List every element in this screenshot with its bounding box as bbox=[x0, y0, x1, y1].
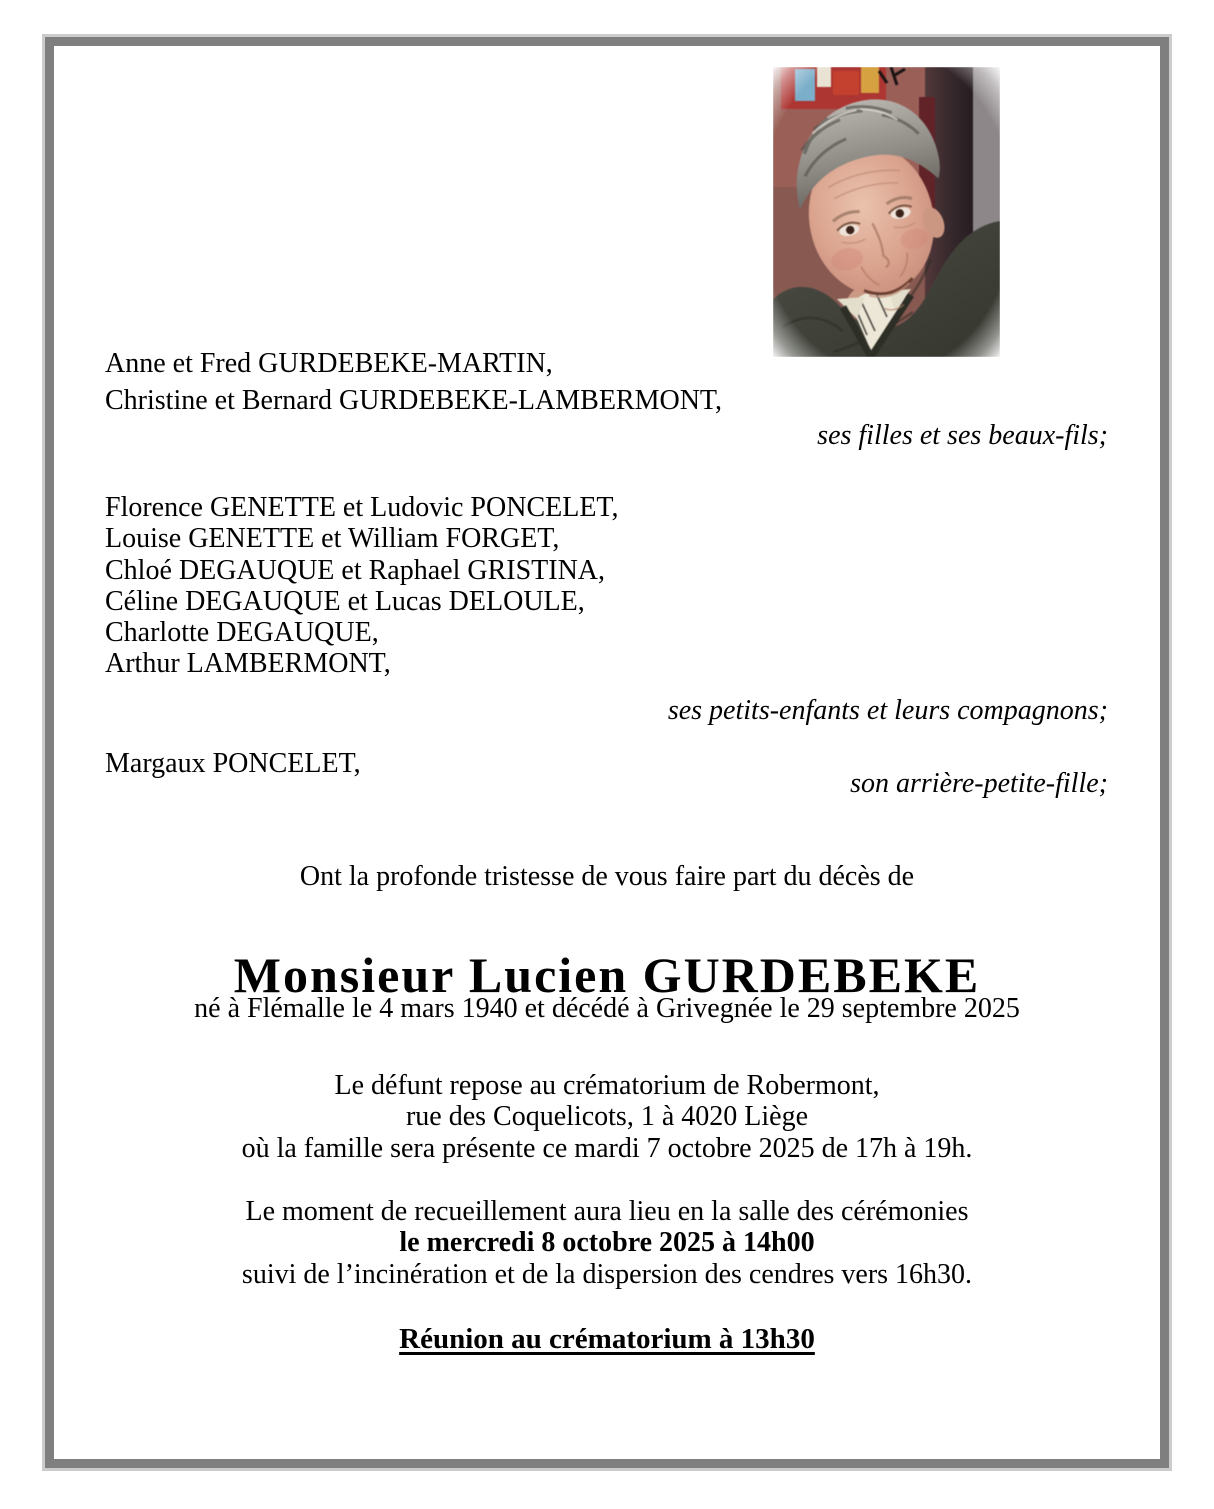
meeting-line: Réunion au crématorium à 13h30 bbox=[399, 1323, 815, 1355]
intro-line: Ont la profonde tristesse de vous faire part du décès de bbox=[299, 861, 915, 892]
ceremony-line: Le moment de recueillement aura lieu en la salle des cérémonies bbox=[245, 1196, 969, 1227]
family-grandchildren-list bbox=[105, 492, 618, 680]
family-line: Céline DEGAUQUE et Lucas DELOULE, bbox=[105, 585, 585, 617]
great-granddaughter-line: Margaux PONCELET, bbox=[105, 748, 361, 779]
portrait-photo bbox=[773, 67, 1000, 357]
repose-line: rue des Coquelicots, 1 à 4020 Liège bbox=[405, 1101, 808, 1133]
deceased-name: Monsieur Lucien GURDEBEKE bbox=[233, 947, 981, 1003]
family-line: Florence GENETTE et Ludovic PONCELET, bbox=[105, 492, 619, 523]
ceremony-block bbox=[54, 1196, 1160, 1290]
family-daughters-list bbox=[105, 345, 722, 419]
ceremony-date-line: le mercredi 8 octobre 2025 à 14h00 bbox=[399, 1227, 815, 1259]
family-line: Charlotte DEGAUQUE, bbox=[105, 617, 379, 649]
repose-block bbox=[54, 1070, 1160, 1164]
family-line: Anne et Fred GURDEBEKE-MARTIN, bbox=[105, 348, 553, 379]
life-dates-line: né à Flémalle le 4 mars 1940 et décédé à Grivegnée le 29 septembre 2025 bbox=[194, 993, 1020, 1024]
page-frame bbox=[45, 37, 1169, 1468]
family-line: Louise GENETTE et William FORGET, bbox=[105, 523, 560, 555]
great-granddaughter-caption: son arrière-petite-fille; bbox=[850, 768, 1108, 799]
portrait-photo-art bbox=[773, 67, 1000, 357]
ceremony-line: suivi de l’incinération et de la dispersion des cendres vers 16h30. bbox=[241, 1258, 973, 1290]
family-line: Christine et Bernard GURDEBEKE-LAMBERMONT, bbox=[105, 385, 722, 416]
family-line: Chloé DEGAUQUE et Raphael GRISTINA, bbox=[105, 554, 606, 586]
repose-line: Le défunt repose au crématorium de Robermont, bbox=[334, 1070, 880, 1101]
daughters-caption: ses filles et ses beaux-fils; bbox=[817, 420, 1108, 451]
grandchildren-caption: ses petits-enfants et leurs compagnons; bbox=[667, 695, 1108, 726]
family-line: Arthur LAMBERMONT, bbox=[105, 648, 391, 680]
repose-line: où la famille sera présente ce mardi 7 octobre 2025 de 17h à 19h. bbox=[241, 1132, 973, 1164]
